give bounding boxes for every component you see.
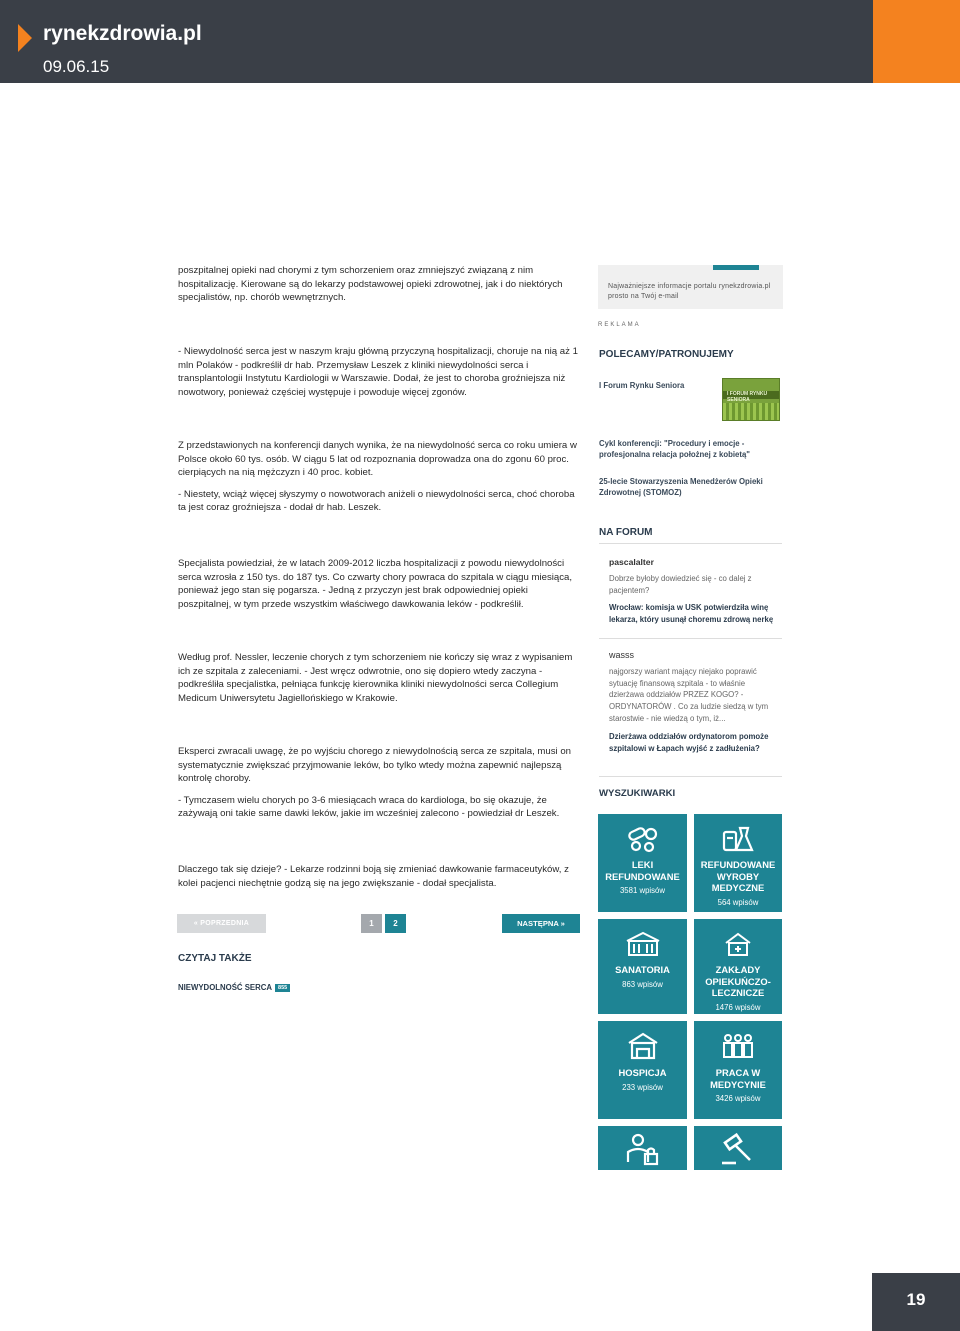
- sanatorium-building-icon: [623, 929, 663, 959]
- forum-post-thread-link[interactable]: Wrocław: komisja w USK potwierdziła winę lekarza, który usunął choremu zdrową nerkę: [609, 603, 774, 625]
- paragraph-text: - Niestety, wciąż więcej słyszymy o nowotworach aniżeli o niewydolności serca, choć choroba ta jest coraz groźniejsza - dodał dr hab. Leszek.: [178, 488, 575, 514]
- forum-post-2: [609, 650, 781, 754]
- tile-count: 233 wpisów: [622, 1082, 663, 1092]
- previous-page-button[interactable]: « POPRZEDNIA: [177, 914, 266, 933]
- tile-name: ZAKŁADY OPIEKUŃCZO-LECZNICZE: [705, 964, 771, 999]
- paragraph-text: - Niewydolność serca jest w naszym kraju główną przyczyną hospitalizacji, choruje na nią aż 1 mln Polaków - podkreślił dr hab. Przemysław Leszek z kliniki niewydolności serca i transplantologii Instytutu Kardiologii w Warszawie. Dodał, że jest to choroba groźniejsza niż nowotwory, ponieważ częściej występuje i powoduje więcej zgonów.: [178, 346, 578, 398]
- tile-praca-w-medycynie[interactable]: [694, 1021, 782, 1119]
- article-paragraph-2: [178, 345, 582, 407]
- recommended-heading: POLECAMY/PATRONUJEMY: [599, 349, 734, 360]
- section-divider: [599, 776, 782, 777]
- doctor-lock-icon: [623, 1132, 663, 1166]
- tile-count: 564 wpisów: [717, 897, 759, 907]
- section-divider: [599, 543, 782, 544]
- tile-doctor[interactable]: [598, 1126, 687, 1170]
- stomoz-link[interactable]: 25-lecie Stowarzyszenia Menedżerów Opieki Zdrowotnej (STOMOZ): [599, 477, 763, 497]
- tile-name: LEKI REFUNDOWANE: [605, 859, 680, 882]
- forum-post-1: [609, 557, 781, 626]
- related-tag-label: NIEWYDOLNOŚĆ SERCA: [178, 983, 273, 992]
- related-tag-count-badge: 855: [275, 984, 290, 992]
- tile-name: HOSPICJA: [618, 1067, 667, 1078]
- issue-date: 09.06.15: [43, 57, 110, 76]
- article-paragraph-9: [178, 863, 582, 898]
- forum-post-body: najgorszy wariant mający niejako poprawić sytuację finansową szpitala - to właśnie dzierżawa oddziałów PRZEZ KOGO? - ORDYNATORÓW . Co za ludzie siedzą w tym starostwie - nie wiedzą o tym, iż...: [609, 666, 769, 723]
- tile-hospicja[interactable]: [598, 1021, 687, 1119]
- paragraph-text: - Tymczasem wielu chorych po 3-6 miesiącach wraca do kardiologa, bo się okazuje, że zażywają oni takie same dawki leków, jakie im wcześniej zalecono - powiedział dr Leszek.: [178, 794, 560, 820]
- tile-count: 1476 wpisów: [715, 1002, 761, 1012]
- care-home-icon: [718, 929, 758, 959]
- forum-post-user[interactable]: pascalalter: [609, 557, 654, 567]
- paragraph-text: Specjalista powiedział, że w latach 2009-2012 liczba hospitalizacji z powodu niewydolności serca wzrosła z 150 tys. do 187 tys. Co czwarty chory powraca do szpitala w ciągu miesiąca, ponieważ jego stan się pogarsza. - Jedną z przyczyn jest brak odpowiedniej opieki poszpitalnej, w tym przede wszystkim właściwego dawkowania leków - podkreślił.: [178, 558, 573, 610]
- paragraph-text: Z przedstawionych na konferencji danych wynika, że na niewydolność serca co roku umiera w Polsce około 60 tys. osób. W ciągu 5 lat od rozpoznania doprowadza ona do zgonu 60 proc. cierpiących na nią mężczyzn i 40 proc. kobiet.: [178, 440, 577, 479]
- article-paragraph-6: [178, 651, 582, 713]
- pills-icon: [623, 824, 663, 854]
- page-number: 19: [872, 1273, 960, 1331]
- tile-refundowane-wyroby[interactable]: [694, 814, 782, 912]
- newsletter-box: [598, 265, 783, 309]
- on-forum-heading: NA FORUM: [599, 527, 653, 538]
- forum-post-user[interactable]: wasss: [609, 650, 635, 660]
- tile-law[interactable]: [694, 1126, 782, 1170]
- tile-name: REFUNDOWANE WYROBY MEDYCZNE: [700, 859, 776, 894]
- gavel-icon: [718, 1132, 758, 1166]
- article-paragraph-7: [178, 745, 582, 829]
- tile-count: 3581 wpisów: [619, 886, 666, 896]
- forum-post-thread-link[interactable]: Dzierżawa oddziałów ordynatorom pomoże szpitalowi w Łapach wyjść z zadłużenia?: [609, 731, 769, 753]
- search-engines-heading: WYSZUKIWARKI: [599, 788, 676, 799]
- newsletter-tab[interactable]: [713, 265, 759, 270]
- newsletter-text: Najważniejsze informacje portalu rynekzdrowia.pl prosto na Twój e-mail: [608, 283, 771, 300]
- tile-sanatoria[interactable]: [598, 919, 687, 1014]
- forum-thumbnail[interactable]: [722, 378, 780, 421]
- hospice-icon: [623, 1031, 663, 1061]
- thumbnail-label: I FORUM RYNKU SENIORA: [727, 391, 768, 403]
- forum-post-body: Dobrze byłoby dowiedzieć się - co dalej z pacjentem?: [609, 573, 752, 595]
- article-paragraph-1: [178, 264, 582, 313]
- next-page-button[interactable]: NASTĘPNA »: [502, 914, 580, 933]
- article-paragraph-5: [178, 557, 582, 619]
- top-header-bar: [0, 0, 960, 83]
- thumbnail-crowd: [723, 403, 779, 421]
- tile-name: PRACA W MEDYCYNIE: [710, 1067, 766, 1090]
- paragraph-text: Dlaczego tak się dzieje? - Lekarze rodzinni boją się zmieniać dawkowanie farmaceutyków, z kolei pacjenci niechętnie godzą się na jego zwiększanie - dodał specjalista.: [178, 864, 569, 889]
- tile-name: SANATORIA: [615, 964, 670, 975]
- paragraph-text: Według prof. Nessler, leczenie chorych z tym schorzeniem nie kończy się wraz z wypisaniem ich ze szpitala z zaleceniami. - Jest wręcz odwrotnie, ono się dopiero wtedy zaczyna - podkreśliła specjalistka, pełniąca funkcję kierownika kliniki niewydolności serca Collegium Medicum Uniwersytetu Jagiellońskiego w Krakowie.: [178, 652, 573, 704]
- medical-staff-icon: [718, 1031, 758, 1061]
- tile-leki-refundowane[interactable]: [598, 814, 687, 912]
- tile-count: 3426 wpisów: [715, 1094, 761, 1104]
- page-1-button[interactable]: 1: [361, 914, 382, 933]
- read-also-heading: CZYTAJ TAKŻE: [178, 953, 252, 964]
- related-tag-link[interactable]: [178, 983, 290, 992]
- paragraph-text: poszpitalnej opieki nad chorymi z tym schorzeniem oraz zmniejszyć związaną z nim hospitalizację. Kierowane są do lekarzy podstawowej opieki zdrowotnej, jak i do niektórych specjalistów, np. chorób wewnętrznych.: [178, 265, 563, 304]
- conference-link[interactable]: Cykl konferencji: "Procedury i emocje - profesjonalna relacja położnej z kobietą": [599, 439, 751, 459]
- page-2-button[interactable]: 2: [385, 914, 406, 933]
- arrow-icon: [18, 24, 32, 52]
- orange-corner-block: [873, 0, 960, 83]
- tile-count: 863 wpisów: [622, 979, 663, 989]
- tile-zaklady-opiekuncze[interactable]: [694, 919, 782, 1014]
- medical-supplies-icon: [718, 824, 758, 854]
- forum-link[interactable]: I Forum Rynku Seniora: [599, 381, 685, 390]
- article-paragraph-3: [178, 439, 582, 523]
- section-divider: [599, 638, 782, 639]
- site-name: rynekzdrowia.pl: [43, 22, 202, 45]
- ad-label: REKLAMA: [598, 322, 641, 328]
- paragraph-text: Eksperci zwracali uwagę, że po wyjściu chorego z niewydolnością serca ze szpitala, musi on systematycznie zwiększać przyjmowanie leków, bo tylko wtedy można zapewnić najlepszą kontrolę choroby.: [178, 746, 571, 785]
